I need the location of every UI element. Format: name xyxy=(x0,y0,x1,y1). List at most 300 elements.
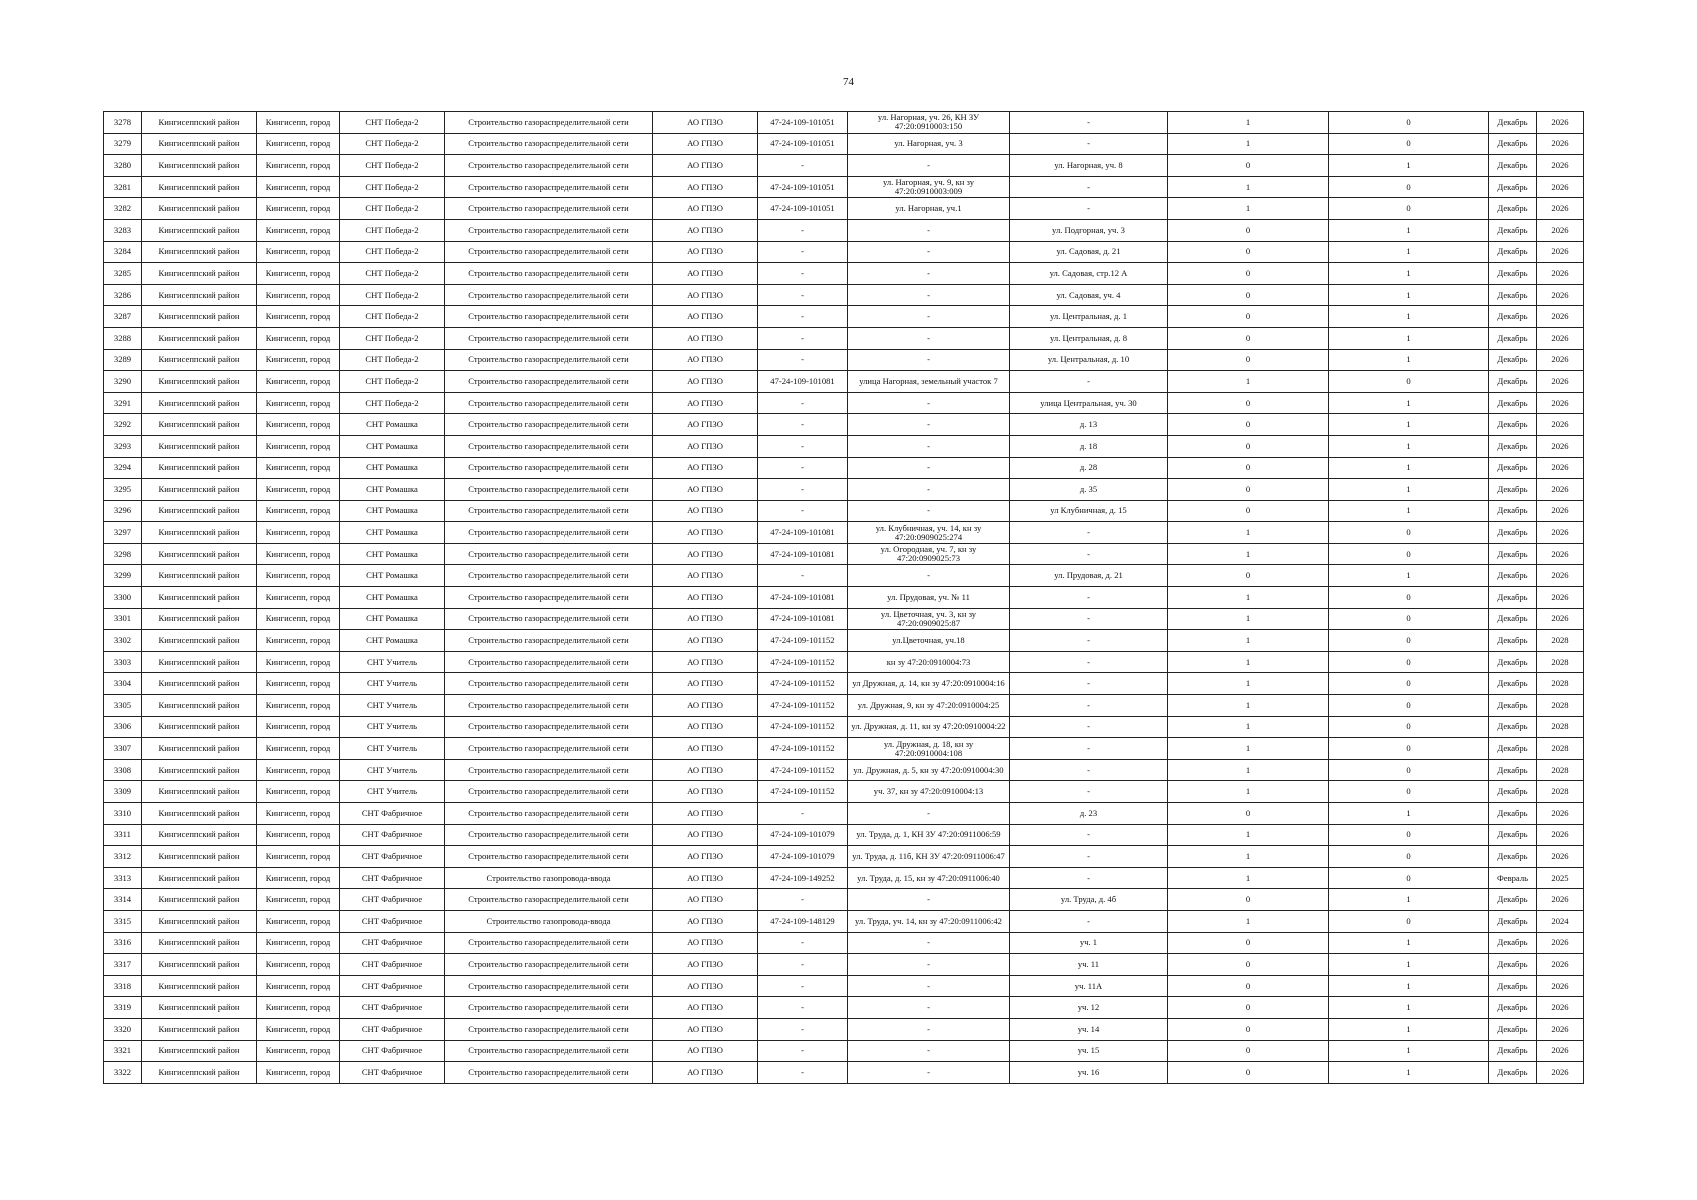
cell-row-number: 3318 xyxy=(104,975,142,997)
cell-count-without-request: 1 xyxy=(1329,500,1489,522)
cell-year: 2026 xyxy=(1537,112,1584,134)
table-row xyxy=(104,608,1584,630)
cell-organization: АО ГПЗО xyxy=(653,759,758,781)
table-row xyxy=(104,651,1584,673)
cell-organization: АО ГПЗО xyxy=(653,241,758,263)
cell-organization: АО ГПЗО xyxy=(653,651,758,673)
cell-cadastral-address: ул. Дружная, д. 11, кн зу 47:20:0910004:22 xyxy=(848,716,1010,738)
cell-request-number: 47-24-109-101081 xyxy=(758,371,848,393)
table-row xyxy=(104,587,1584,609)
cell-work-type: Строительство газораспределительной сети xyxy=(445,219,653,241)
cell-organization: АО ГПЗО xyxy=(653,587,758,609)
cell-organization: АО ГПЗО xyxy=(653,176,758,198)
cell-settlement: Кингисепп, город xyxy=(257,1062,340,1084)
cell-count-without-request: 0 xyxy=(1329,673,1489,695)
cell-snt-name: СНТ Победа-2 xyxy=(340,392,445,414)
cell-settlement: Кингисепп, город xyxy=(257,435,340,457)
cell-request-number: 47-24-109-101051 xyxy=(758,112,848,134)
cell-snt-name: СНТ Ромашка xyxy=(340,543,445,565)
cell-month: Декабрь xyxy=(1489,263,1537,285)
cell-month: Декабрь xyxy=(1489,565,1537,587)
cell-work-type: Строительство газораспределительной сети xyxy=(445,176,653,198)
cell-snt-name: СНТ Учитель xyxy=(340,695,445,717)
cell-count-without-request: 0 xyxy=(1329,716,1489,738)
cell-district: Кингисеппский район xyxy=(142,133,257,155)
cell-district: Кингисеппский район xyxy=(142,587,257,609)
cell-settlement: Кингисепп, город xyxy=(257,155,340,177)
cell-work-type: Строительство газораспределительной сети xyxy=(445,716,653,738)
cell-year: 2026 xyxy=(1537,846,1584,868)
cell-count-without-request: 0 xyxy=(1329,846,1489,868)
cell-address-without-request: - xyxy=(1010,608,1168,630)
cell-district: Кингисеппский район xyxy=(142,500,257,522)
cell-work-type: Строительство газораспределительной сети xyxy=(445,414,653,436)
cell-count-with-request: 0 xyxy=(1168,479,1329,501)
cell-count-with-request: 0 xyxy=(1168,241,1329,263)
cell-row-number: 3295 xyxy=(104,479,142,501)
cell-count-without-request: 1 xyxy=(1329,889,1489,911)
cell-cadastral-address: уч. 37, кн зу 47:20:0910004:13 xyxy=(848,781,1010,803)
cell-request-number: 47-24-109-101152 xyxy=(758,673,848,695)
cell-district: Кингисеппский район xyxy=(142,306,257,328)
cell-count-without-request: 1 xyxy=(1329,954,1489,976)
cell-settlement: Кингисепп, город xyxy=(257,284,340,306)
cell-settlement: Кингисепп, город xyxy=(257,651,340,673)
cell-year: 2026 xyxy=(1537,371,1584,393)
cell-snt-name: СНТ Ромашка xyxy=(340,457,445,479)
cell-cadastral-address: улица Нагорная, земельный участок 7 xyxy=(848,371,1010,393)
cell-year: 2025 xyxy=(1537,867,1584,889)
cell-organization: АО ГПЗО xyxy=(653,479,758,501)
cell-request-number: - xyxy=(758,457,848,479)
cell-row-number: 3306 xyxy=(104,716,142,738)
cell-month: Декабрь xyxy=(1489,910,1537,932)
cell-cadastral-address: ул. Нагорная, уч. 9, кн зу 47:20:0910003:009 xyxy=(848,176,1010,198)
cell-year: 2028 xyxy=(1537,716,1584,738)
cell-row-number: 3289 xyxy=(104,349,142,371)
cell-organization: АО ГПЗО xyxy=(653,997,758,1019)
cell-cadastral-address: ул. Труда, д. 15, кн зу 47:20:0911006:40 xyxy=(848,867,1010,889)
cell-row-number: 3310 xyxy=(104,803,142,825)
cell-count-with-request: 1 xyxy=(1168,112,1329,134)
cell-request-number: - xyxy=(758,219,848,241)
cell-count-with-request: 0 xyxy=(1168,327,1329,349)
cell-row-number: 3301 xyxy=(104,608,142,630)
table-row xyxy=(104,176,1584,198)
cell-organization: АО ГПЗО xyxy=(653,349,758,371)
cell-snt-name: СНТ Победа-2 xyxy=(340,241,445,263)
cell-district: Кингисеппский район xyxy=(142,910,257,932)
cell-count-with-request: 0 xyxy=(1168,500,1329,522)
cell-count-without-request: 1 xyxy=(1329,241,1489,263)
cell-cadastral-address: - xyxy=(848,954,1010,976)
cell-settlement: Кингисепп, город xyxy=(257,176,340,198)
cell-year: 2026 xyxy=(1537,219,1584,241)
cell-cadastral-address: ул. Нагорная, уч.1 xyxy=(848,198,1010,220)
cell-organization: АО ГПЗО xyxy=(653,716,758,738)
cell-settlement: Кингисепп, город xyxy=(257,695,340,717)
cell-settlement: Кингисепп, город xyxy=(257,803,340,825)
cell-address-without-request: - xyxy=(1010,522,1168,544)
cell-work-type: Строительство газораспределительной сети xyxy=(445,932,653,954)
cell-count-without-request: 0 xyxy=(1329,867,1489,889)
cell-row-number: 3296 xyxy=(104,500,142,522)
cell-address-without-request: - xyxy=(1010,673,1168,695)
cell-count-with-request: 0 xyxy=(1168,435,1329,457)
cell-settlement: Кингисепп, город xyxy=(257,673,340,695)
cell-organization: АО ГПЗО xyxy=(653,457,758,479)
cell-row-number: 3283 xyxy=(104,219,142,241)
cell-month: Декабрь xyxy=(1489,1018,1537,1040)
cell-row-number: 3299 xyxy=(104,565,142,587)
cell-snt-name: СНТ Ромашка xyxy=(340,522,445,544)
cell-address-without-request: д. 28 xyxy=(1010,457,1168,479)
cell-settlement: Кингисепп, город xyxy=(257,500,340,522)
cell-row-number: 3321 xyxy=(104,1040,142,1062)
cell-cadastral-address: ул.Цветочная, уч.18 xyxy=(848,630,1010,652)
cell-cadastral-address: ул. Прудовая, уч. № 11 xyxy=(848,587,1010,609)
cell-count-without-request: 1 xyxy=(1329,435,1489,457)
cell-snt-name: СНТ Фабричное xyxy=(340,932,445,954)
cell-address-without-request: ул. Прудовая, д. 21 xyxy=(1010,565,1168,587)
cell-month: Декабрь xyxy=(1489,738,1537,760)
table-row xyxy=(104,954,1584,976)
cell-district: Кингисеппский район xyxy=(142,349,257,371)
cell-settlement: Кингисепп, город xyxy=(257,349,340,371)
cell-year: 2026 xyxy=(1537,824,1584,846)
cell-month: Декабрь xyxy=(1489,1062,1537,1084)
cell-address-without-request: ул. Нагорная, уч. 8 xyxy=(1010,155,1168,177)
cell-request-number: - xyxy=(758,500,848,522)
cell-row-number: 3317 xyxy=(104,954,142,976)
cell-month: Декабрь xyxy=(1489,133,1537,155)
cell-organization: АО ГПЗО xyxy=(653,824,758,846)
cell-count-with-request: 0 xyxy=(1168,457,1329,479)
cell-year: 2026 xyxy=(1537,565,1584,587)
cell-district: Кингисеппский район xyxy=(142,392,257,414)
cell-count-with-request: 1 xyxy=(1168,651,1329,673)
cell-snt-name: СНТ Фабричное xyxy=(340,803,445,825)
cell-snt-name: СНТ Ромашка xyxy=(340,414,445,436)
cell-year: 2026 xyxy=(1537,500,1584,522)
cell-count-without-request: 0 xyxy=(1329,522,1489,544)
cell-request-number: 47-24-109-101152 xyxy=(758,738,848,760)
cell-year: 2026 xyxy=(1537,932,1584,954)
cell-cadastral-address: ул. Огородная, уч. 7, кн зу 47:20:0909025:73 xyxy=(848,543,1010,565)
cell-address-without-request: ул. Подгорная, уч. 3 xyxy=(1010,219,1168,241)
cell-cadastral-address: - xyxy=(848,803,1010,825)
cell-snt-name: СНТ Фабричное xyxy=(340,846,445,868)
cell-cadastral-address: - xyxy=(848,975,1010,997)
cell-organization: АО ГПЗО xyxy=(653,867,758,889)
cell-year: 2024 xyxy=(1537,910,1584,932)
cell-work-type: Строительство газораспределительной сети xyxy=(445,306,653,328)
cell-row-number: 3293 xyxy=(104,435,142,457)
cell-district: Кингисеппский район xyxy=(142,435,257,457)
cell-snt-name: СНТ Ромашка xyxy=(340,565,445,587)
cell-month: Декабрь xyxy=(1489,803,1537,825)
cell-organization: АО ГПЗО xyxy=(653,155,758,177)
cell-row-number: 3291 xyxy=(104,392,142,414)
cell-count-with-request: 1 xyxy=(1168,630,1329,652)
cell-cadastral-address: - xyxy=(848,155,1010,177)
cell-work-type: Строительство газораспределительной сети xyxy=(445,457,653,479)
table-row xyxy=(104,759,1584,781)
cell-cadastral-address: - xyxy=(848,479,1010,501)
cell-cadastral-address: ул. Нагорная, уч. 3 xyxy=(848,133,1010,155)
cell-snt-name: СНТ Учитель xyxy=(340,673,445,695)
cell-row-number: 3319 xyxy=(104,997,142,1019)
cell-organization: АО ГПЗО xyxy=(653,219,758,241)
cell-work-type: Строительство газораспределительной сети xyxy=(445,608,653,630)
cell-month: Декабрь xyxy=(1489,695,1537,717)
cell-count-with-request: 1 xyxy=(1168,846,1329,868)
cell-work-type: Строительство газораспределительной сети xyxy=(445,889,653,911)
cell-work-type: Строительство газораспределительной сети xyxy=(445,630,653,652)
table-row xyxy=(104,889,1584,911)
cell-count-with-request: 0 xyxy=(1168,565,1329,587)
cell-count-without-request: 1 xyxy=(1329,457,1489,479)
cell-count-with-request: 1 xyxy=(1168,587,1329,609)
cell-cadastral-address: ул. Труда, д. 11б, КН ЗУ 47:20:0911006:47 xyxy=(848,846,1010,868)
cell-month: Декабрь xyxy=(1489,759,1537,781)
cell-count-with-request: 0 xyxy=(1168,263,1329,285)
cell-address-without-request: - xyxy=(1010,695,1168,717)
cell-count-with-request: 1 xyxy=(1168,673,1329,695)
cell-count-without-request: 0 xyxy=(1329,738,1489,760)
cell-count-without-request: 1 xyxy=(1329,565,1489,587)
cell-count-with-request: 1 xyxy=(1168,716,1329,738)
table-row xyxy=(104,392,1584,414)
cell-row-number: 3290 xyxy=(104,371,142,393)
cell-request-number: 47-24-109-101152 xyxy=(758,630,848,652)
cell-count-without-request: 1 xyxy=(1329,997,1489,1019)
cell-month: Декабрь xyxy=(1489,543,1537,565)
cell-work-type: Строительство газораспределительной сети xyxy=(445,803,653,825)
cell-work-type: Строительство газораспределительной сети xyxy=(445,500,653,522)
table-row xyxy=(104,457,1584,479)
cell-work-type: Строительство газораспределительной сети xyxy=(445,522,653,544)
cell-settlement: Кингисепп, город xyxy=(257,846,340,868)
cell-request-number: - xyxy=(758,349,848,371)
cell-cadastral-address: кн зу 47:20:0910004:73 xyxy=(848,651,1010,673)
cell-row-number: 3284 xyxy=(104,241,142,263)
cell-district: Кингисеппский район xyxy=(142,1018,257,1040)
cell-address-without-request: уч. 16 xyxy=(1010,1062,1168,1084)
cell-settlement: Кингисепп, город xyxy=(257,587,340,609)
cell-year: 2026 xyxy=(1537,1062,1584,1084)
cell-row-number: 3294 xyxy=(104,457,142,479)
cell-count-without-request: 0 xyxy=(1329,133,1489,155)
cell-year: 2026 xyxy=(1537,803,1584,825)
cell-snt-name: СНТ Фабричное xyxy=(340,975,445,997)
cell-request-number: - xyxy=(758,565,848,587)
cell-row-number: 3307 xyxy=(104,738,142,760)
cell-cadastral-address: - xyxy=(848,1040,1010,1062)
cell-year: 2026 xyxy=(1537,1040,1584,1062)
table-row xyxy=(104,241,1584,263)
cell-month: Декабрь xyxy=(1489,997,1537,1019)
cell-settlement: Кингисепп, город xyxy=(257,306,340,328)
cell-district: Кингисеппский район xyxy=(142,630,257,652)
cell-row-number: 3298 xyxy=(104,543,142,565)
cell-count-with-request: 0 xyxy=(1168,1062,1329,1084)
cell-month: Декабрь xyxy=(1489,716,1537,738)
table-row xyxy=(104,1040,1584,1062)
cell-address-without-request: - xyxy=(1010,867,1168,889)
cell-snt-name: СНТ Фабричное xyxy=(340,954,445,976)
cell-count-with-request: 0 xyxy=(1168,1018,1329,1040)
cell-work-type: Строительство газораспределительной сети xyxy=(445,695,653,717)
cell-row-number: 3316 xyxy=(104,932,142,954)
cell-organization: АО ГПЗО xyxy=(653,954,758,976)
cell-request-number: - xyxy=(758,414,848,436)
cell-organization: АО ГПЗО xyxy=(653,522,758,544)
cell-settlement: Кингисепп, город xyxy=(257,781,340,803)
cell-cadastral-address: ул. Труда, д. 1, КН ЗУ 47:20:0911006:59 xyxy=(848,824,1010,846)
cell-address-without-request: - xyxy=(1010,198,1168,220)
cell-cadastral-address: ул. Дружная, д. 18, кн зу 47:20:0910004:108 xyxy=(848,738,1010,760)
cell-district: Кингисеппский район xyxy=(142,867,257,889)
cell-count-without-request: 1 xyxy=(1329,414,1489,436)
cell-request-number: 47-24-109-101079 xyxy=(758,846,848,868)
cell-work-type: Строительство газораспределительной сети xyxy=(445,587,653,609)
cell-snt-name: СНТ Учитель xyxy=(340,716,445,738)
cell-organization: АО ГПЗО xyxy=(653,932,758,954)
cell-settlement: Кингисепп, город xyxy=(257,198,340,220)
cell-request-number: - xyxy=(758,284,848,306)
cell-address-without-request: д. 23 xyxy=(1010,803,1168,825)
cell-settlement: Кингисепп, город xyxy=(257,219,340,241)
cell-address-without-request: - xyxy=(1010,824,1168,846)
cell-count-without-request: 0 xyxy=(1329,608,1489,630)
cell-count-without-request: 0 xyxy=(1329,112,1489,134)
cell-snt-name: СНТ Победа-2 xyxy=(340,349,445,371)
cell-district: Кингисеппский район xyxy=(142,522,257,544)
cell-month: Декабрь xyxy=(1489,435,1537,457)
cell-address-without-request: д. 35 xyxy=(1010,479,1168,501)
cell-row-number: 3305 xyxy=(104,695,142,717)
table-row xyxy=(104,479,1584,501)
cell-work-type: Строительство газораспределительной сети xyxy=(445,824,653,846)
cell-month: Декабрь xyxy=(1489,219,1537,241)
cell-request-number: 47-24-109-101051 xyxy=(758,176,848,198)
cell-cadastral-address: ул. Нагорная, уч. 26, КН ЗУ 47:20:0910003:150 xyxy=(848,112,1010,134)
cell-work-type: Строительство газораспределительной сети xyxy=(445,435,653,457)
cell-district: Кингисеппский район xyxy=(142,781,257,803)
cell-row-number: 3280 xyxy=(104,155,142,177)
table-row xyxy=(104,522,1584,544)
cell-organization: АО ГПЗО xyxy=(653,306,758,328)
cell-address-without-request: ул. Труда, д. 4б xyxy=(1010,889,1168,911)
cell-month: Декабрь xyxy=(1489,522,1537,544)
cell-year: 2026 xyxy=(1537,522,1584,544)
cell-row-number: 3292 xyxy=(104,414,142,436)
cell-count-with-request: 1 xyxy=(1168,522,1329,544)
cell-snt-name: СНТ Ромашка xyxy=(340,500,445,522)
cell-count-with-request: 1 xyxy=(1168,608,1329,630)
cell-row-number: 3311 xyxy=(104,824,142,846)
table-row xyxy=(104,824,1584,846)
table-row xyxy=(104,910,1584,932)
cell-year: 2026 xyxy=(1537,1018,1584,1040)
cell-work-type: Строительство газораспределительной сети xyxy=(445,284,653,306)
cell-work-type: Строительство газопровода-ввода xyxy=(445,867,653,889)
cell-request-number: - xyxy=(758,263,848,285)
cell-work-type: Строительство газораспределительной сети xyxy=(445,392,653,414)
cell-organization: АО ГПЗО xyxy=(653,695,758,717)
cell-year: 2028 xyxy=(1537,673,1584,695)
cell-count-without-request: 0 xyxy=(1329,910,1489,932)
table-row xyxy=(104,975,1584,997)
cell-year: 2026 xyxy=(1537,608,1584,630)
cell-address-without-request: ул. Центральная, д. 1 xyxy=(1010,306,1168,328)
cell-organization: АО ГПЗО xyxy=(653,1018,758,1040)
cell-request-number: - xyxy=(758,479,848,501)
cell-district: Кингисеппский район xyxy=(142,738,257,760)
cell-district: Кингисеппский район xyxy=(142,997,257,1019)
cell-settlement: Кингисепп, город xyxy=(257,263,340,285)
cell-snt-name: СНТ Победа-2 xyxy=(340,306,445,328)
cell-settlement: Кингисепп, город xyxy=(257,112,340,134)
cell-address-without-request: - xyxy=(1010,759,1168,781)
cell-row-number: 3313 xyxy=(104,867,142,889)
table-row xyxy=(104,932,1584,954)
cell-snt-name: СНТ Фабричное xyxy=(340,1018,445,1040)
cell-request-number: - xyxy=(758,954,848,976)
cell-address-without-request: - xyxy=(1010,716,1168,738)
cell-count-without-request: 0 xyxy=(1329,176,1489,198)
cell-count-with-request: 0 xyxy=(1168,1040,1329,1062)
table-row xyxy=(104,219,1584,241)
cell-snt-name: СНТ Учитель xyxy=(340,781,445,803)
cell-address-without-request: уч. 14 xyxy=(1010,1018,1168,1040)
cell-count-with-request: 0 xyxy=(1168,306,1329,328)
cell-snt-name: СНТ Победа-2 xyxy=(340,371,445,393)
cell-request-number: - xyxy=(758,1062,848,1084)
cell-row-number: 3303 xyxy=(104,651,142,673)
cell-month: Декабрь xyxy=(1489,651,1537,673)
cell-count-with-request: 0 xyxy=(1168,284,1329,306)
cell-district: Кингисеппский район xyxy=(142,543,257,565)
page-number: 74 xyxy=(843,76,854,88)
cell-month: Декабрь xyxy=(1489,932,1537,954)
table-row xyxy=(104,198,1584,220)
cell-request-number: - xyxy=(758,392,848,414)
cell-month: Декабрь xyxy=(1489,889,1537,911)
cell-settlement: Кингисепп, город xyxy=(257,1018,340,1040)
cell-settlement: Кингисепп, город xyxy=(257,889,340,911)
cell-snt-name: СНТ Ромашка xyxy=(340,630,445,652)
cell-request-number: 47-24-109-101152 xyxy=(758,695,848,717)
cell-cadastral-address: - xyxy=(848,414,1010,436)
cell-snt-name: СНТ Фабричное xyxy=(340,889,445,911)
cell-cadastral-address: - xyxy=(848,349,1010,371)
cell-month: Декабрь xyxy=(1489,954,1537,976)
cell-work-type: Строительство газопровода-ввода xyxy=(445,910,653,932)
cell-request-number: - xyxy=(758,241,848,263)
cell-request-number: 47-24-109-101081 xyxy=(758,522,848,544)
cell-row-number: 3315 xyxy=(104,910,142,932)
cell-district: Кингисеппский район xyxy=(142,846,257,868)
cell-row-number: 3308 xyxy=(104,759,142,781)
cell-count-with-request: 1 xyxy=(1168,543,1329,565)
cell-count-with-request: 0 xyxy=(1168,155,1329,177)
cell-district: Кингисеппский район xyxy=(142,608,257,630)
cell-row-number: 3297 xyxy=(104,522,142,544)
cell-organization: АО ГПЗО xyxy=(653,500,758,522)
cell-organization: АО ГПЗО xyxy=(653,112,758,134)
